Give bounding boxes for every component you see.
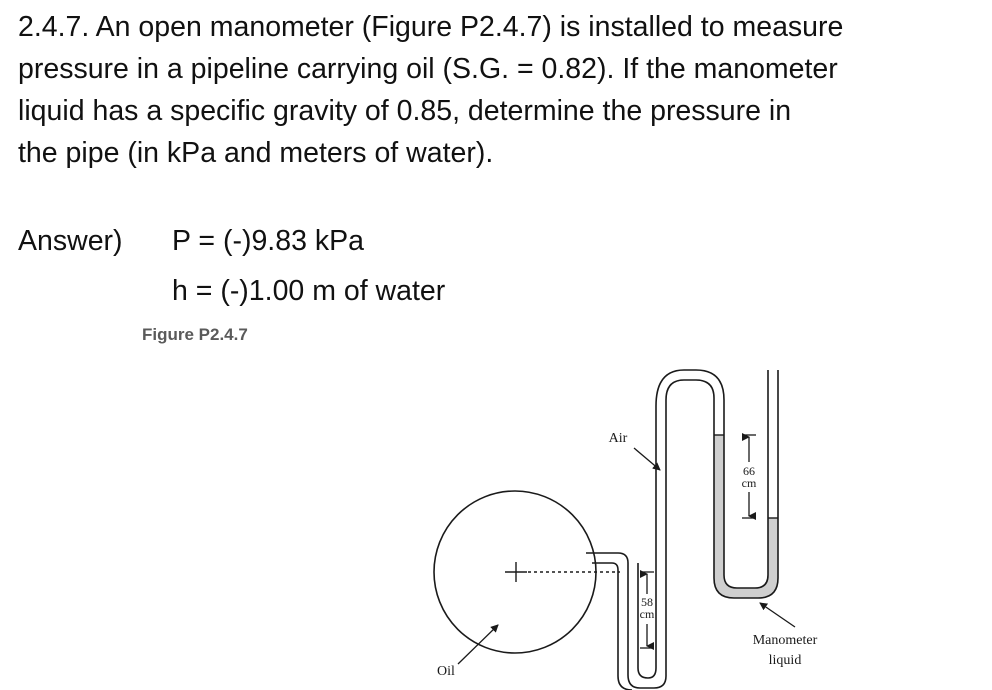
problem-line-4: the pipe (in kPa and meters of water).: [18, 137, 494, 169]
answer-pressure: P = (-)9.83 kPa: [172, 225, 364, 257]
answer-label: Answer): [18, 225, 123, 257]
manometer-liquid-arrow: [760, 603, 795, 627]
answer-head: h = (-)1.00 m of water: [172, 275, 446, 307]
manometer-tube: [586, 370, 778, 690]
dimension-66-value: 66: [743, 464, 755, 478]
dimension-66-unit: cm: [741, 476, 757, 490]
manometer-liquid-label-line1: Manometer: [752, 633, 818, 648]
problem-line-1: 2.4.7. An open manometer (Figure P2.4.7) is installed to measure: [18, 11, 844, 43]
figure-caption: Figure P2.4.7: [142, 325, 248, 344]
problem-line-3: liquid has a specific gravity of 0.85, determine the pressure in: [18, 95, 792, 127]
air-label: Air: [608, 431, 628, 446]
manometer-liquid-label-line2: liquid: [768, 653, 802, 668]
pipe-center-cross: [505, 562, 527, 582]
oil-label: Oil: [437, 664, 455, 679]
dimension-58-unit: cm: [639, 607, 655, 621]
dimension-58-value: 58: [641, 595, 653, 609]
oil-arrow: [458, 625, 498, 664]
problem-line-2: pressure in a pipeline carrying oil (S.G. = 0.82). If the manometer: [18, 53, 838, 85]
